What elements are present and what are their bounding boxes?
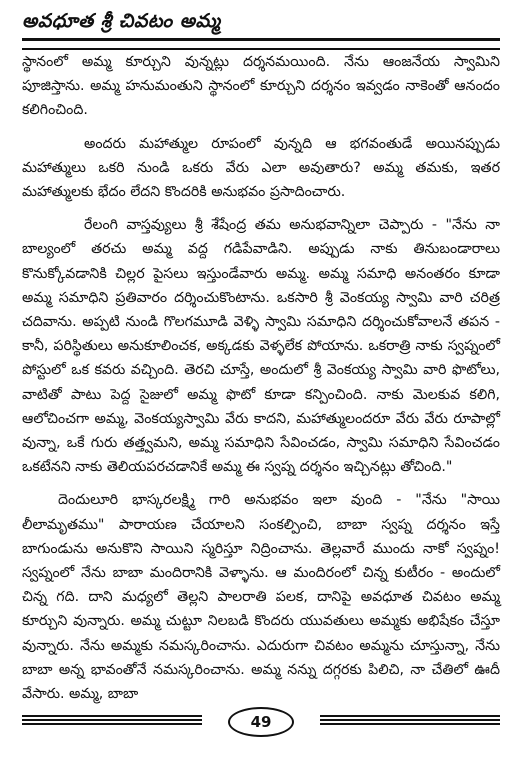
running-header	[22, 8, 500, 48]
paragraph: స్థానంలో అమ్మ కూర్చుని వున్నట్లు దర్శనమయింది. నేను ఆంజనేయ స్వామిని పూజిస్తాను. అమ్మ హనుమంతుని స్థానంలో కూర్చుని దర్శనం ఇవ్వడం నాకెంతో ఆనందం కలిగించింది.	[22, 54, 500, 119]
page-body	[22, 50, 500, 706]
book-title: అవధూత శ్రీ చివటం అమ్మ	[22, 10, 221, 32]
footer-rule-right	[320, 715, 500, 725]
footer-rule-left	[22, 715, 202, 725]
header-double-rule	[22, 38, 500, 50]
paragraph: రేలంగి వాస్తవ్యులు శ్రీ శేషేంద్ర తమ అనుభవాన్నిలా చెప్పారు - "నేను నా బాల్యంలో తరచు అమ్మ వద్ద గడిపేవాడిని. అప్పుడు నాకు తినుబండారాలు కొనుక్కోవడానికి చిల్లర పైసలు ఇస్తుండేవారు అమ్మ. అమ్మ సమాధి అనంతరం కూడా అమ్మ సమాధిని ప్రతివారం దర్శించుకొంటాను. ఒకసారి శ్రీ వెంకయ్య స్వామి వారి చరిత్ర చదివాను. అప్పటి నుండి గొలగమూడి వెళ్ళి స్వామి సమాధిని దర్శించుకోవాలనే తపన - కానీ, పరిస్థితులు అనుకూలించక, అక్కడకు వెళ్ళలేక పోయాను. ఒకరాత్రి నాకు స్వప్నంలో పోస్టులో ఒక కవరు వచ్చింది. తెరచి చూస్తే, అందులో శ్రీ వెంకయ్య స్వామి వారి ఫొటోలు, వాటితో పాటు పెద్ద సైజులో అమ్మ ఫొటో కూడా కన్పించింది. నాకు మెలకువ కలిగి, ఆలోచించగా అమ్మ, వెంకయ్యస్వామి వేరు కాదని, మహాత్ములందరూ వేరు వేరు రూపాల్లో వున్నా, ఒకే గురు తత్త్వమని, అమ్మ సమాధిని సేవించడం, స్వామి సమాధిని సేవించడం ఒకటేనని నాకు తెలియపరచడానికే అమ్మ ఈ స్వప్న దర్శనం ఇచ్చినట్లు తోచింది."	[22, 217, 500, 476]
paragraph: అందరు మహాత్ముల రూపంలో వున్నది ఆ భగవంతుడే అయినప్పుడు మహాత్ములు ఒకరి నుండి ఒకరు వేరు ఎలా అవుతారు? అమ్మ తమకు, ఇతర మహాత్ములకు భేదం లేదని కొందరికి అనుభవం ప్రసాదించారు.	[22, 135, 500, 201]
page-footer	[22, 707, 500, 737]
page-number: 49	[228, 707, 294, 737]
paragraph: దెందులూరి భాస్కరలక్ష్మి గారి అనుభవం ఇలా వుంది - "నేను "సాయి లీలామృతము" పారాయణ చేయాలని సంకల్పించి, బాబా స్వప్న దర్శనం ఇస్తే బాగుండును అనుకొని సాయిని స్మరిస్తూ నిద్రించాను. తెల్లవారే ముందు నాకో స్వప్నం! స్వప్నంలో నేను బాబా మందిరానికి వెళ్ళాను. ఆ మందిరంలో చిన్న కుటీరం - అందులో చిన్న గది. దాని మధ్యలో తెల్లని పాలరాతి పలక, దానిపై అవధూత చివటం అమ్మ కూర్చుని వున్నారు. అమ్మ చుట్టూ నిలబడి కొందరు యువతులు అమ్మకు అభిషేకం చేస్తూ వున్నారు. నేను అమ్మకు నమస్కరించాను. ఎదురుగా చివటం అమ్మను చూస్తున్నా, నేను బాబా అన్న భావంతోనే నమస్కరించాను. అమ్మ నన్ను దగ్గరకు పిలిచి, నా చేతిలో ఊదీ వేసారు. అమ్మ, బాబా	[22, 492, 500, 703]
